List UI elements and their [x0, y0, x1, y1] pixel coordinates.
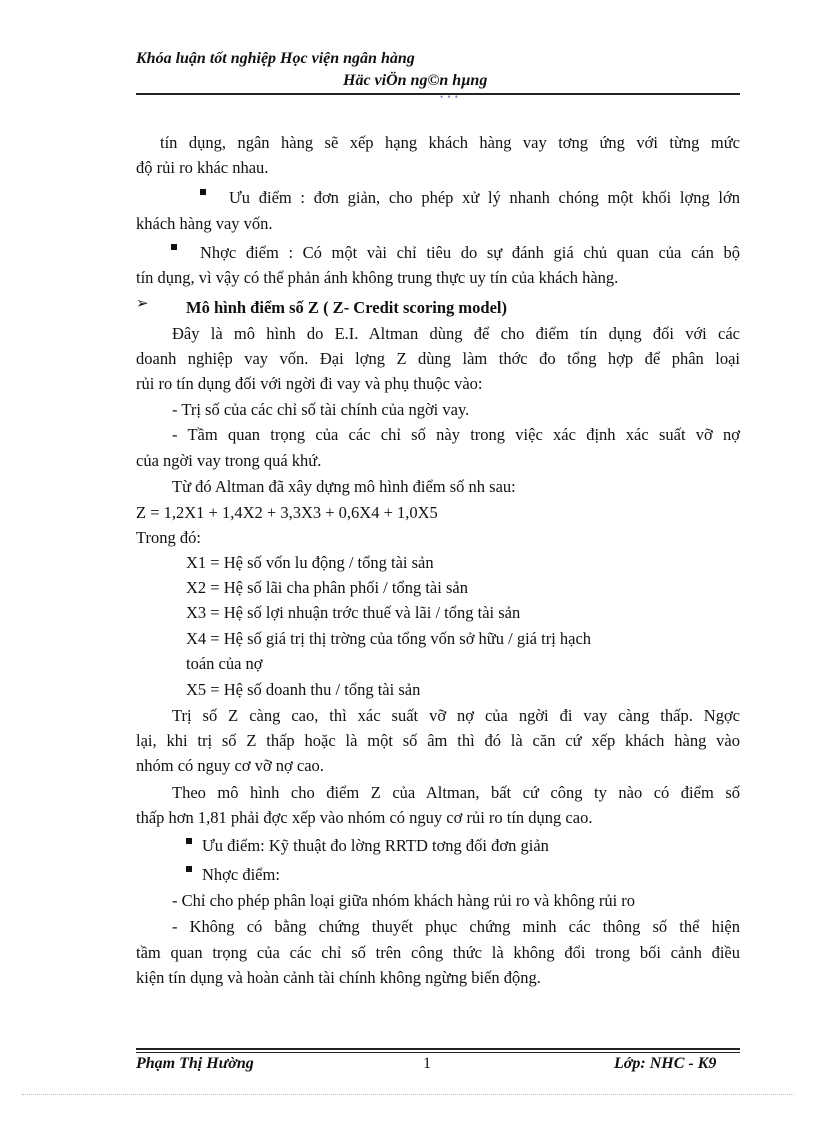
- header-line-2: Häc viÖn ng©n hµng: [343, 72, 488, 89]
- bullet-icon: [186, 866, 192, 872]
- paragraph-line: Trong đó:: [136, 528, 201, 547]
- paragraph-line: doanh nghiệp vay vốn. Đại lợng Z dùng làm thớc đo tổng hợp để phân loại: [136, 349, 740, 368]
- variable-definition: X1 = Hệ số vốn lu động / tổng tài sản: [186, 553, 434, 572]
- bullet-line: Nhợc điểm:: [202, 865, 280, 884]
- bullet-icon: [186, 838, 192, 844]
- paragraph-line: kiện tín dụng và hoàn cảnh tài chính không ngừng biến động.: [136, 968, 541, 987]
- variable-definition: toán của nợ: [186, 654, 263, 673]
- footer-class: Lớp: NHC - K9: [614, 1055, 717, 1072]
- paragraph-line: độ rủi ro khác nhau.: [136, 158, 269, 177]
- paragraph-line: nhóm có nguy cơ vỡ nợ cao.: [136, 756, 324, 775]
- paragraph-line: tầm quan trọng của các chỉ số trên công thức là không đổi trong bối cảnh điều: [136, 943, 740, 962]
- paragraph-line: - Trị số của các chỉ số tài chính của ngời vay.: [172, 400, 470, 419]
- header-line-1: Khóa luận tốt nghiệp Học viện ngân hàng: [136, 50, 415, 67]
- paragraph-line: tín dụng, ngân hàng sẽ xếp hạng khách hàng vay tơng ứng với từng mức: [160, 133, 740, 152]
- footer-rule-thin: [136, 1052, 740, 1053]
- variable-definition: X5 = Hệ số doanh thu / tổng tài sản: [186, 680, 421, 699]
- header-dots: • • •: [440, 92, 459, 102]
- paragraph-line: khách hàng vay vốn.: [136, 214, 273, 233]
- page-edge-divider: [22, 1094, 794, 1095]
- paragraph-line: rủi ro tín dụng đối với ngời đi vay và phụ thuộc vào:: [136, 374, 483, 393]
- paragraph-line: Theo mô hình cho điểm Z của Altman, bất cứ công ty nào có điểm số: [172, 783, 740, 802]
- formula: Z = 1,2X1 + 1,4X2 + 3,3X3 + 0,6X4 + 1,0X5: [136, 503, 438, 522]
- paragraph-line: - Chỉ cho phép phân loại giữa nhóm khách hàng rủi ro và không rủi ro: [172, 891, 636, 910]
- arrow-bullet-icon: ➢: [136, 296, 149, 312]
- header-rule: [136, 93, 740, 95]
- paragraph-line: - Không có bằng chứng thuyết phục chứng minh các thông số thể hiện: [172, 917, 740, 936]
- paragraph-line: thấp hơn 1,81 phải đợc xếp vào nhóm có nguy cơ rủi ro tín dụng cao.: [136, 808, 593, 827]
- bullet-line: Nhợc điểm : Có một vài chỉ tiêu do sự đánh giá chủ quan của cán bộ: [200, 243, 740, 262]
- paragraph-line: tín dụng, vì vậy có thể phản ánh không trung thực uy tín của khách hàng.: [136, 268, 619, 287]
- variable-definition: X3 = Hệ số lợi nhuận trớc thuế và lãi / tổng tài sản: [186, 603, 521, 622]
- paragraph-line: lại, khi trị số Z thấp hoặc là một số âm thì đó là căn cứ xếp khách hàng vào: [136, 731, 740, 750]
- bullet-line: Ưu điểm : đơn giản, cho phép xử lý nhanh chóng một khối lợng lớn: [229, 188, 740, 207]
- bullet-line: Ưu điểm: Kỹ thuật đo lờng RRTD tơng đối đơn giản: [202, 836, 549, 855]
- section-heading: Mô hình điểm số Z ( Z- Credit scoring model): [186, 298, 507, 317]
- bullet-icon: [171, 244, 177, 250]
- paragraph-line: Trị số Z càng cao, thì xác suất vỡ nợ của ngời đi vay càng thấp. Ngợc: [172, 706, 740, 725]
- paragraph-line: Từ đó Altman đã xây dựng mô hình điểm số nh sau:: [172, 477, 516, 496]
- variable-definition: X2 = Hệ số lãi cha phân phối / tổng tài sản: [186, 578, 468, 597]
- page-number: 1: [423, 1055, 431, 1072]
- footer-rule: [136, 1048, 740, 1050]
- paragraph-line: của ngời vay trong quá khứ.: [136, 451, 322, 470]
- paragraph-line: - Tầm quan trọng của các chỉ số này trong việc xác định xác suất vỡ nợ: [172, 425, 740, 444]
- bullet-icon: [200, 189, 206, 195]
- variable-definition: X4 = Hệ số giá trị thị trờng của tổng vốn sở hữu / giá trị hạch: [186, 629, 592, 648]
- footer-author: Phạm Thị Hường: [136, 1055, 254, 1072]
- paragraph-line: Đây là mô hình do E.I. Altman dùng để cho điểm tín dụng đối với các: [172, 324, 740, 343]
